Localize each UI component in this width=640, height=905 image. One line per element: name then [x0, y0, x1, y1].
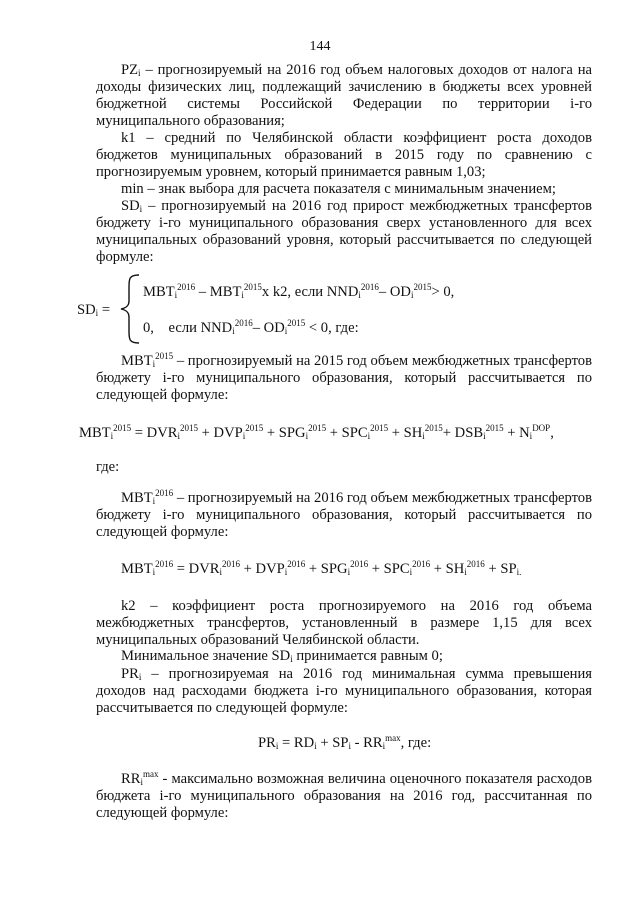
paragraph-pr-text: – прогнозируемая на 2016 год минимальная сумма превышения доходов над расходами бюджета i-го муниципального образования, которая рассчитывается по следующей формуле: [96, 666, 592, 716]
f2-t5: + SH [388, 425, 423, 441]
symbol-mbt2016-sub: i [152, 496, 156, 506]
f1-r1-c-sub: i [358, 290, 361, 300]
f1-r1-minus2: – OD [378, 284, 411, 300]
f4-t3: - RR [350, 735, 383, 751]
symbol-pz-subscript: i [138, 68, 141, 78]
symbol-sd-subscript: i [139, 204, 143, 214]
f2-t4: + SPC [326, 425, 368, 441]
where-label-text: где: [96, 459, 120, 475]
f1-r2-b-sup: 2015 [287, 318, 306, 328]
formula-mbt-2016 [121, 561, 521, 578]
formula-pr [258, 735, 431, 752]
symbol-pr-sub: i [138, 672, 142, 682]
paragraph-mbt2016-definition [96, 490, 592, 541]
symbol-mbt2015-sup: 2015 [155, 351, 174, 361]
f2-s3: i [305, 431, 309, 441]
f1-r2-a: 0, если NND [143, 320, 233, 336]
f1-r1-a-sup: 2016 [177, 282, 196, 292]
f4-t0: PR [258, 735, 276, 751]
f3-u0: 2016 [155, 559, 174, 569]
f3-t2: + DVP [240, 561, 285, 577]
formula-sd-lhs [77, 302, 110, 319]
paragraph-rrmax-definition [96, 771, 592, 822]
f1-r2-a-sup: 2016 [234, 318, 253, 328]
paragraph-k2-text: k2 – коэффициент роста прогнозируемого на 2016 год объема межбюджетных трансфертов, установленный в размере 1,15 для всех муниципальных образований Челябинской области. [96, 598, 592, 648]
f1-r1-b-sub: i [241, 290, 244, 300]
paragraph-k1-text: k1 – средний по Челябинской области коэффициент роста доходов бюджетов муниципальных образований в 2015 году по сравнению с прогнозируемым уровнем, который принимается равным 1,03; [96, 130, 592, 180]
formula-sd-lhs-symbol: SD [77, 302, 96, 318]
f4-t4: , где: [400, 735, 432, 751]
page-number: 144 [309, 39, 331, 54]
f2-u2: 2015 [245, 423, 264, 433]
paragraph-mbt2015-text: – прогнозируемый на 2015 год объем межбюджетных трансфертов бюджету i-го муниципального образования, который рассчитывается по следующей формуле: [96, 353, 592, 403]
f4-s3: i [382, 741, 386, 751]
f3-t3: + SPG [305, 561, 348, 577]
f4-s1: i [314, 741, 317, 751]
f4-t1: = RD [278, 735, 315, 751]
symbol-rrmax: RR [121, 771, 141, 787]
f1-r2-minus: – OD [252, 320, 285, 336]
f4-s2: i [348, 741, 351, 751]
f2-u1: 2015 [180, 423, 198, 433]
f3-s6: i. [516, 567, 522, 577]
formula-mbt-2015 [79, 425, 554, 442]
f4-s0: i [275, 741, 279, 751]
symbol-mbt2015: MBT [121, 353, 153, 369]
f1-r2-b-sub: i [284, 326, 288, 336]
paragraph-sd-minimum-sub: i [290, 654, 293, 664]
f3-u3: 2016 [350, 559, 369, 569]
f1-r1-c-sup: 2016 [360, 282, 379, 292]
f1-r1-x: x k2, если NND [261, 284, 359, 300]
paragraph-sd-definition [96, 198, 592, 266]
f3-s2: i [284, 567, 288, 577]
formula-sd-lhs-sub: i [95, 308, 99, 318]
f1-r1-d-sup: 2015 [413, 282, 432, 292]
formula-sd-eq: = [98, 302, 111, 318]
f2-s5: i [422, 431, 425, 441]
f3-s0: i [152, 567, 156, 577]
f2-t2: + DVP [198, 425, 243, 441]
paragraph-k1-definition [96, 130, 592, 181]
symbol-mbt2016: MBT [121, 490, 153, 506]
f2-u7: DOP [532, 423, 551, 433]
paragraph-mbt2016-text: – прогнозируемый на 2016 год объем межбюджетных трансфертов бюджету i-го муниципального образования, который рассчитывается по следующей формуле: [96, 490, 592, 540]
f3-t5: + SH [430, 561, 465, 577]
f1-r1-a: MBT [143, 284, 175, 300]
paragraph-rrmax-text: - максимально возможная величина оценочного показателя расходов бюджета i-го муниципального образования на 2016 год, рассчитанная по следующей формуле: [96, 771, 592, 821]
f2-t8: , [550, 425, 554, 441]
paragraph-pz-definition [96, 62, 592, 130]
f1-r1-b-sup: 2015 [243, 282, 262, 292]
symbol-sd: SD [121, 198, 140, 214]
paragraph-pz-text: – прогнозируемый на 2016 год объем налоговых доходов от налога на доходы физических лиц, подлежащий зачислению в бюджеты всех уровней бюджетной системы Российской Федерации по территории i-го муниципального образования; [96, 62, 592, 129]
f3-u5: 2016 [466, 559, 485, 569]
f3-s4: i [409, 567, 413, 577]
symbol-pz: PZ [121, 62, 139, 78]
f3-t0: MBT [121, 561, 153, 577]
f2-s7: i [529, 431, 533, 441]
paragraph-min-definition [96, 181, 592, 198]
f4-u3: max [385, 733, 401, 743]
f3-t1: = DVR [173, 561, 220, 577]
f3-u4: 2016 [412, 559, 431, 569]
f1-r1-d-sub: i [410, 290, 414, 300]
paragraph-mbt2015-definition [96, 353, 592, 404]
paragraph-pr-definition [96, 666, 592, 717]
f4-t2: + SP [316, 735, 349, 751]
paragraph-sd-text: – прогнозируемый на 2016 год прирост межбюджетных трансфертов бюджету i-го муниципального образования сверх установленного для всех муниципальных образований уровня, который рассчитывается по следующей формуле: [96, 198, 592, 265]
formula-sd-case-1 [143, 284, 454, 301]
f3-u2: 2016 [287, 559, 306, 569]
f2-t7: + N [503, 425, 530, 441]
paragraph-sd-minimum [96, 648, 592, 665]
f3-s1: i [219, 567, 222, 577]
symbol-pr: PR [121, 666, 139, 682]
f2-s2: i [242, 431, 246, 441]
f3-s3: i [347, 567, 351, 577]
paragraph-min-text: min – знак выбора для расчета показателя с минимальным значением; [121, 181, 556, 197]
f2-s0: i [110, 431, 114, 441]
f2-t1: = DVR [131, 425, 178, 441]
paragraph-sd-minimum-post: принимается равным 0; [292, 648, 443, 664]
formula-sd-case-2 [143, 320, 359, 337]
f1-r2-a-sub: i [232, 326, 235, 336]
f3-t4: + SPC [368, 561, 410, 577]
f2-u6: 2015 [485, 423, 504, 433]
symbol-rrmax-sup: max [142, 769, 159, 779]
f2-s4: i [367, 431, 371, 441]
f1-r1-tail: > 0, [431, 284, 455, 300]
f2-t6: + DSB [442, 425, 484, 441]
symbol-rrmax-sub: i [140, 777, 143, 787]
symbol-mbt2015-sub: i [152, 359, 156, 369]
f2-u3: 2015 [308, 423, 327, 433]
paragraph-k2-definition [96, 598, 592, 649]
f2-t0: MBT [79, 425, 111, 441]
f1-r2-tail: < 0, где: [305, 320, 359, 336]
where-label [96, 459, 592, 476]
f3-u1: 2016 [222, 559, 240, 569]
curly-brace-icon [117, 273, 143, 345]
f2-u0: 2015 [113, 423, 132, 433]
paragraph-sd-minimum-pre: Минимальное значение SD [121, 648, 291, 664]
symbol-mbt2016-sup: 2016 [155, 488, 174, 498]
f2-u4: 2015 [370, 423, 389, 433]
f1-r1-minus: – MBT [195, 284, 242, 300]
f2-s1: i [177, 431, 180, 441]
f3-t6: + SP [484, 561, 517, 577]
f2-u5: 2015 [424, 423, 443, 433]
f2-s6: i [483, 431, 486, 441]
f1-r1-a-sub: i [174, 290, 178, 300]
f3-s5: i [464, 567, 467, 577]
f2-t3: + SPG [263, 425, 306, 441]
